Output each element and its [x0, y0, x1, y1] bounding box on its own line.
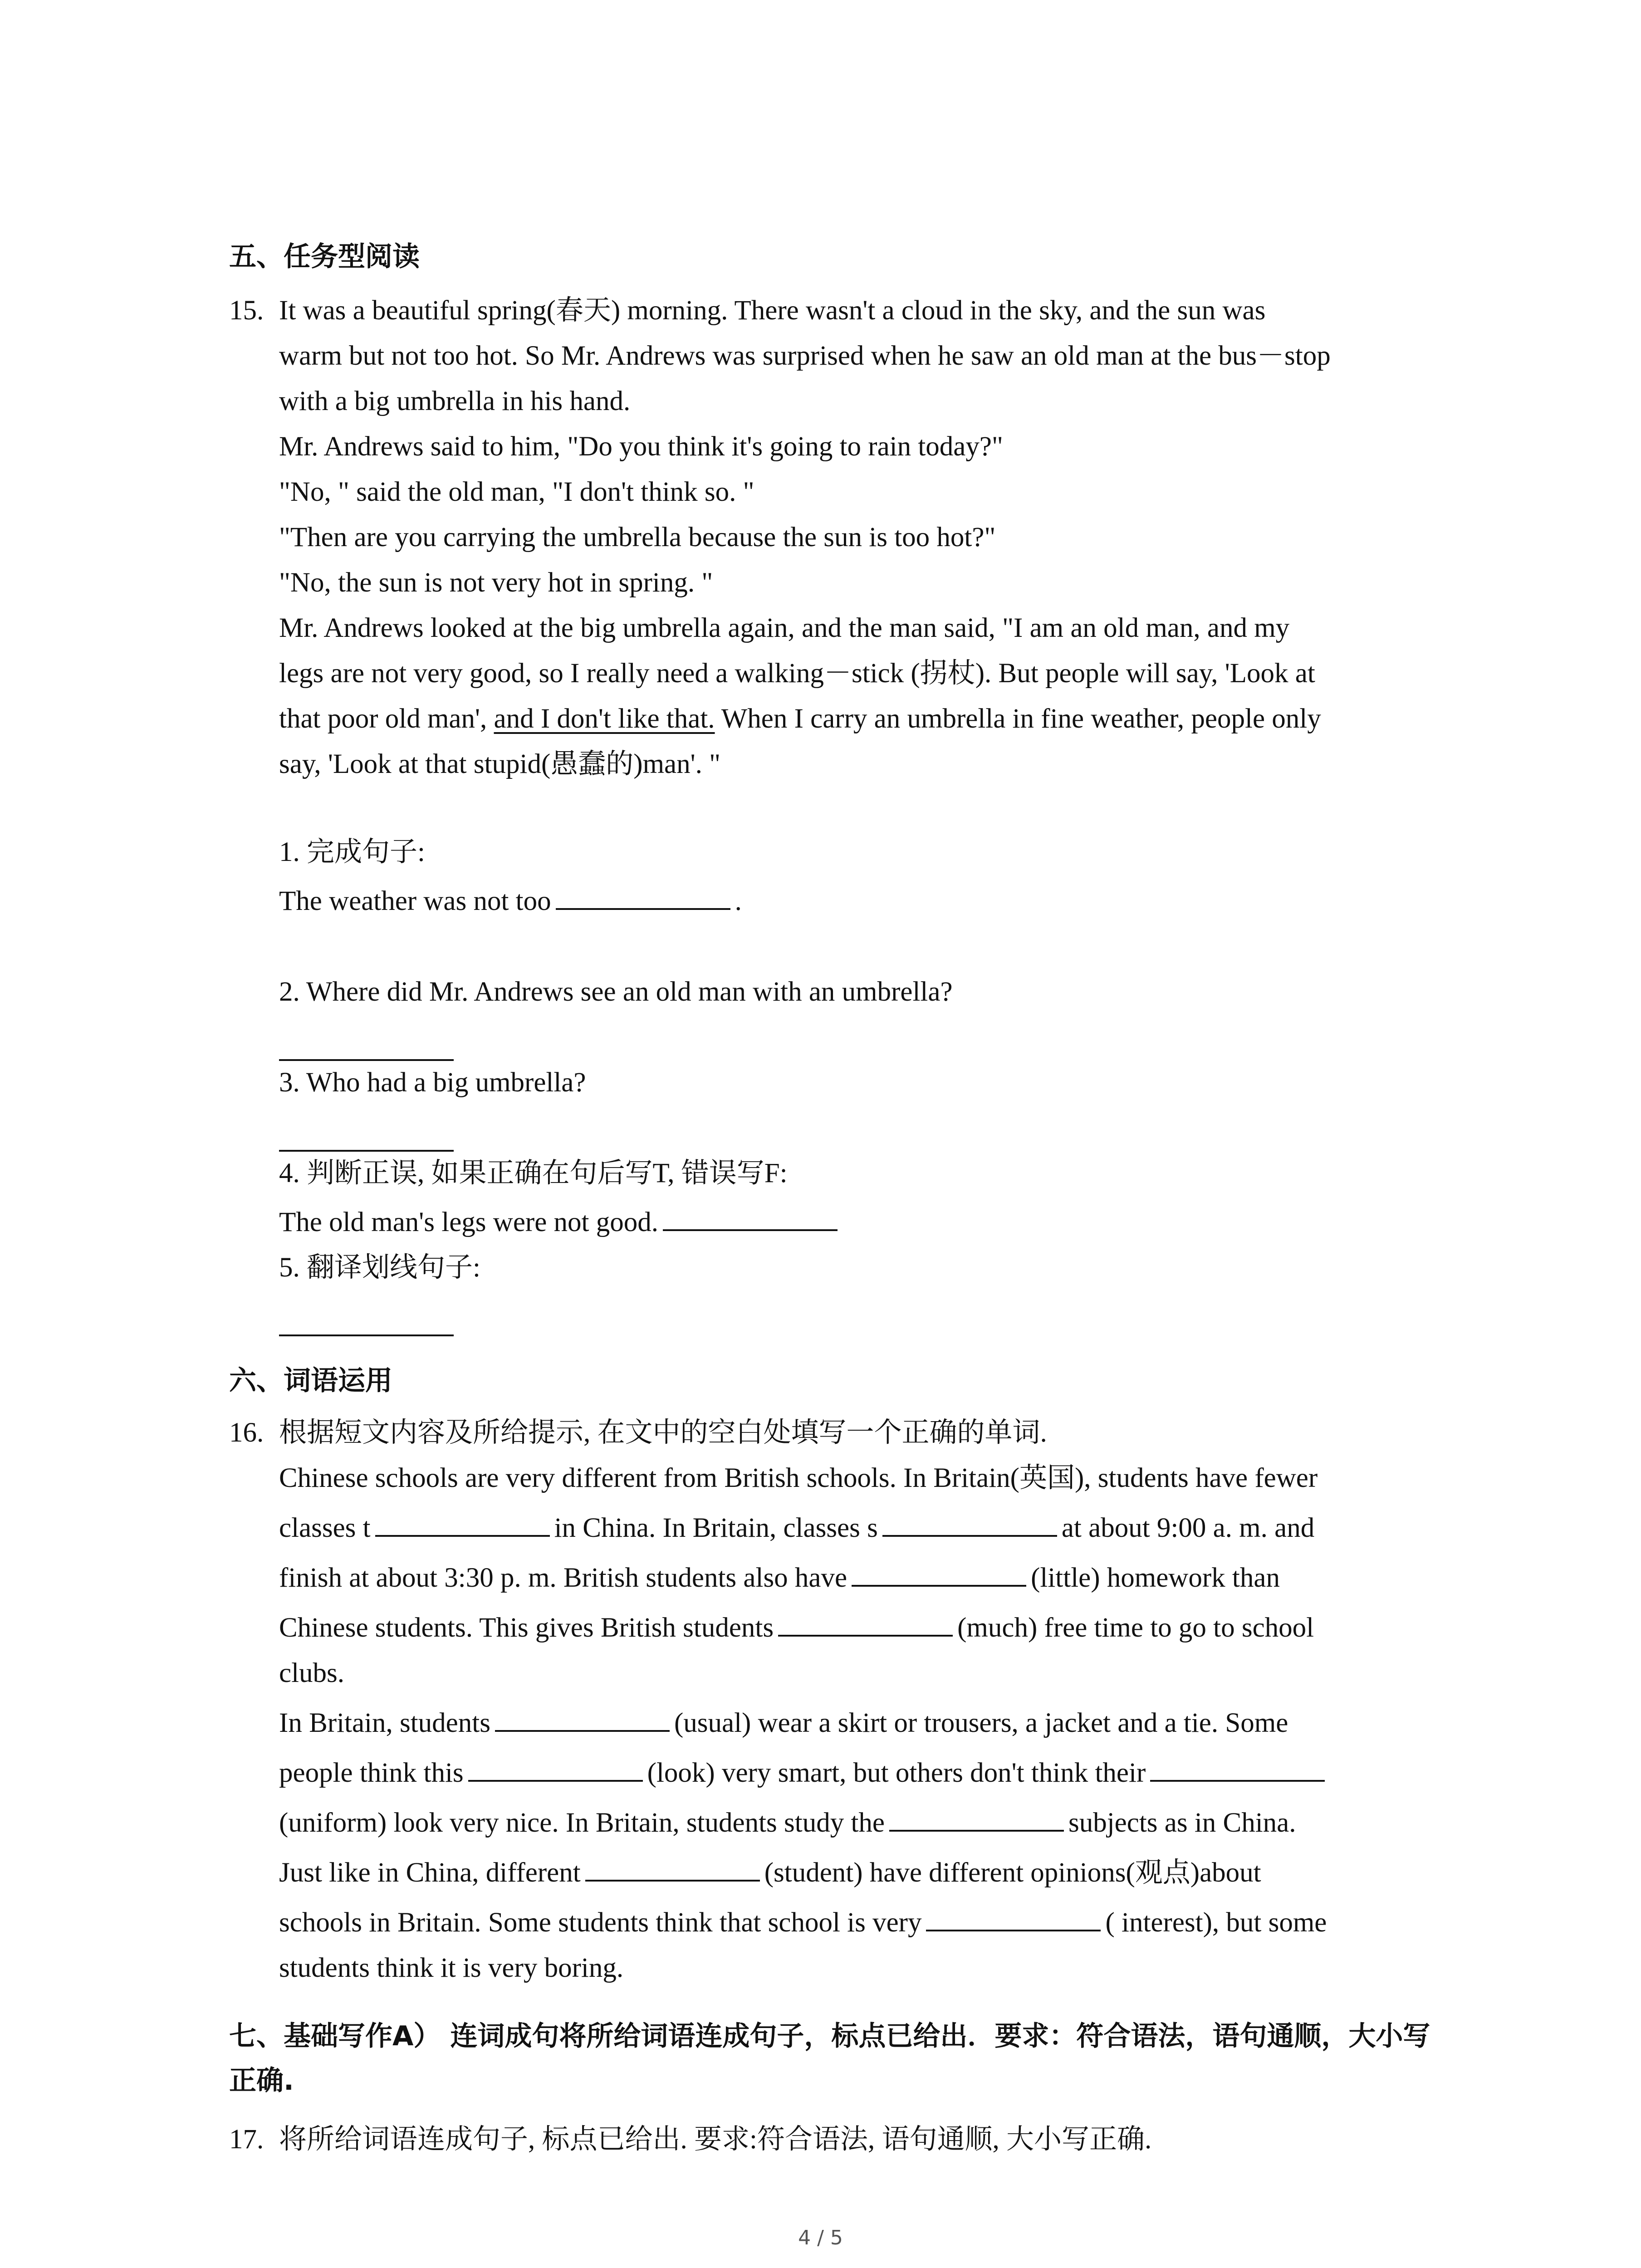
passage-line: Mr. Andrews looked at the big umbrella again, and the man said, "I am an old man, and my	[279, 613, 1290, 643]
underlined-sentence: and I don't like that.	[494, 704, 715, 734]
passage-line: "No, " said the old man, "I don't think so. "	[279, 477, 754, 507]
passage-text: that poor old man',	[279, 704, 487, 734]
section-5-heading: 五、任务型阅读	[229, 241, 420, 273]
passage-line	[279, 702, 1321, 735]
task-2-question: 2. Where did Mr. Andrews see an old man with an umbrella?	[279, 977, 953, 1007]
task-1-prompt: 1. 完成句子:	[279, 837, 425, 867]
cloze-line: classes t in China. In Britain, classes s at about 9:00 a. m. and	[279, 1513, 1315, 1543]
passage-line: "No, the sun is not very hot in spring. "	[279, 567, 713, 598]
answer-blank[interactable]	[926, 1911, 1101, 1931]
cloze-line: students think it is very boring.	[279, 1953, 624, 1983]
question-16-number: 16.	[229, 1418, 264, 1448]
task-1-sentence: The weather was not too .	[279, 886, 742, 916]
passage-line: "Then are you carrying the umbrella because the sun is too hot?"	[279, 522, 996, 552]
answer-blank[interactable]	[882, 1517, 1057, 1537]
task-4-prompt: 4. 判断正误, 如果正确在句后写T, 错误写F:	[279, 1158, 788, 1188]
passage-line: legs are not very good, so I really need a walking－stick (拐杖). But people will say, 'Look at	[279, 658, 1315, 689]
answer-blank[interactable]	[1150, 1762, 1325, 1782]
question-16-instruction: 根据短文内容及所给提示, 在文中的空白处填写一个正确的单词.	[279, 1418, 1047, 1448]
question-17-number: 17.	[229, 2124, 264, 2155]
answer-blank[interactable]	[556, 890, 730, 910]
section-7-heading: 七、基础写作A） 连词成句将所给词语连成句子，标点已给出．要求：符合语法，语句通顺，大小写正确.	[229, 2020, 1430, 2097]
answer-blank[interactable]	[585, 1862, 760, 1882]
cloze-line: In Britain, students (usual) wear a skirt or trousers, a jacket and a tie. Some	[279, 1708, 1288, 1738]
cloze-line: schools in Britain. Some students think that school is very ( interest), but some	[279, 1907, 1327, 1938]
answer-blank[interactable]	[852, 1567, 1026, 1587]
page-number: 4 / 5	[798, 2226, 843, 2249]
answer-blank[interactable]	[495, 1712, 670, 1732]
cloze-line: clubs.	[279, 1658, 345, 1688]
cloze-line: Just like in China, different (student) have different opinions(观点)about	[279, 1857, 1261, 1888]
task-3-question: 3. Who had a big umbrella?	[279, 1067, 586, 1098]
passage-line: Mr. Andrews said to him, "Do you think it's going to rain today?"	[279, 431, 1003, 462]
answer-blank[interactable]	[279, 1150, 454, 1152]
passage-text: When I carry an umbrella in fine weather, people only	[721, 704, 1321, 734]
question-15-number: 15.	[229, 295, 264, 326]
question-17-instruction: 将所给词语连成句子, 标点已给出. 要求:符合语法, 语句通顺, 大小写正确.	[279, 2124, 1152, 2155]
answer-blank[interactable]	[663, 1211, 838, 1231]
cloze-line: Chinese schools are very different from British schools. In Britain(英国), students have fewer	[279, 1463, 1318, 1493]
task-4-sentence: The old man's legs were not good.	[279, 1206, 842, 1239]
section-6-heading: 六、词语运用	[229, 1365, 392, 1397]
answer-blank[interactable]	[279, 1059, 454, 1061]
cloze-line: (uniform) look very nice. In Britain, students study the subjects as in China.	[279, 1808, 1296, 1838]
cloze-line: finish at about 3:30 p. m. British students also have (little) homework than	[279, 1563, 1280, 1593]
task-5-prompt: 5. 翻译划线句子:	[279, 1252, 480, 1283]
cloze-line: people think this (look) very smart, but others don't think their	[279, 1756, 1329, 1789]
answer-blank[interactable]	[778, 1617, 953, 1637]
cloze-line: Chinese students. This gives British students (much) free time to go to school	[279, 1613, 1314, 1643]
answer-blank[interactable]	[375, 1517, 550, 1537]
passage-line: warm but not too hot. So Mr. Andrews was surprised when he saw an old man at the bus－stop	[279, 341, 1331, 371]
passage-line: with a big umbrella in his hand.	[279, 386, 631, 416]
answer-blank[interactable]	[468, 1762, 643, 1782]
answer-blank[interactable]	[889, 1812, 1064, 1832]
passage-line: It was a beautiful spring(春天) morning. There wasn't a cloud in the sky, and the sun was	[279, 295, 1266, 326]
passage-line: say, 'Look at that stupid(愚蠢的)man'. "	[279, 749, 721, 779]
answer-blank[interactable]	[279, 1334, 454, 1336]
